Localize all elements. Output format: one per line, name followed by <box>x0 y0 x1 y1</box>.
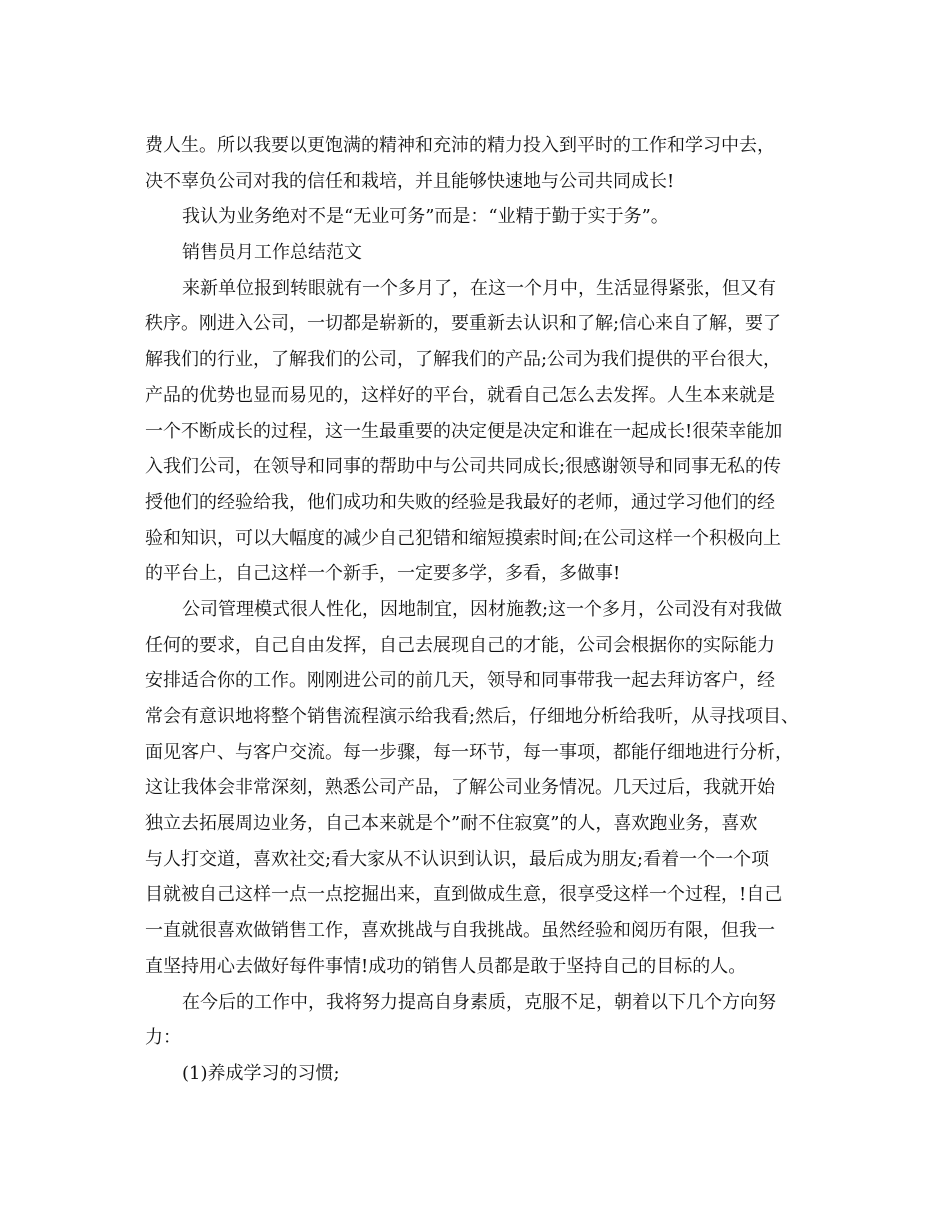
text-line: 的平台上，自己这样一个新手，一定要多学，多看，多做事! <box>145 563 621 585</box>
text-line: 入我们公司，在领导和同事的帮助中与公司共同成长;很感谢领导和同事无私的传 <box>145 456 782 478</box>
text-line: 验和知识，可以大幅度的减少自己犯错和缩短摸索时间;在公司这样一个积极向上 <box>145 527 782 549</box>
text-line: 费人生。所以我要以更饱满的精神和充沛的精力投入到平时的工作和学习中去， <box>145 135 775 156</box>
text-line: 力： <box>145 1027 181 1049</box>
text-line: 面见客户、与客户交流。每一步骤，每一环节，每一事项，都能仔细地进行分析， <box>145 741 793 763</box>
text-line: 授他们的经验给我，他们成功和失败的经验是我最好的老师，通过学习他们的经 <box>145 491 775 513</box>
text-line: 我认为业务绝对不是“无业可务”而是：“业精于勤于实于务”。 <box>182 206 669 228</box>
document-body <box>145 128 810 1092</box>
text-line: 一个不断成长的过程，这一生最重要的决定便是决定和谁在一起成长!很荣幸能加 <box>145 420 783 442</box>
text-line: 秩序。刚进入公司，一切都是崭新的，要重新去认识和了解;信心来自了解，要了 <box>145 313 782 335</box>
text-line: 任何的要求，自己自由发挥，自己去展现自己的才能，公司会根据你的实际能力 <box>145 634 775 656</box>
text-line: 目就被自己这样一点一点挖掘出来，直到做成生意，很享受这样一个过程，!自己 <box>145 884 783 906</box>
text-line: 解我们的行业，了解我们的公司，了解我们的产品;公司为我们提供的平台很大， <box>145 349 782 371</box>
text-line: 独立去拓展周边业务，自己本来就是个”耐不住寂寞”的人，喜欢跑业务，喜欢 <box>145 813 758 835</box>
text-line: 一直就很喜欢做销售工作，喜欢挑战与自我挑战。虽然经验和阅历有限，但我一 <box>145 920 775 942</box>
text-line: 在今后的工作中，我将努力提高自身素质，克服不足，朝着以下几个方向努 <box>182 991 776 1013</box>
text-line: 决不辜负公司对我的信任和栽培，并且能够快速地与公司共同成长! <box>145 170 675 192</box>
text-line: 与人打交道，喜欢社交;看大家从不认识到认识，最后成为朋友;看着一个一个项 <box>145 848 770 870</box>
section-heading: 销售员月工作总结范文 <box>182 242 362 264</box>
text-line: 直坚持用心去做好每件事情!成功的销售人员都是敢于坚持自己的目标的人。 <box>145 955 747 977</box>
text-line: 安排适合你的工作。刚刚进公司的前几天，领导和同事带我一起去拜访客户，经 <box>145 670 775 692</box>
text-line: 来新单位报到转眼就有一个多月了，在这一个月中，生活显得紧张，但又有 <box>182 277 776 299</box>
text-line: 这让我体会非常深刻，熟悉公司产品，了解公司业务情况。几天过后，我就开始 <box>145 777 775 799</box>
text-line: 常会有意识地将整个销售流程演示给我看;然后，仔细地分析给我听，从寻找项目、 <box>145 706 800 727</box>
list-item: (1)养成学习的习惯; <box>182 1062 340 1084</box>
text-line: 公司管理模式很人性化，因地制宜，因材施教;这一个多月，公司没有对我做 <box>182 598 783 620</box>
text-line: 产品的优势也显而易见的，这样好的平台，就看自己怎么去发挥。人生本来就是 <box>145 384 775 406</box>
